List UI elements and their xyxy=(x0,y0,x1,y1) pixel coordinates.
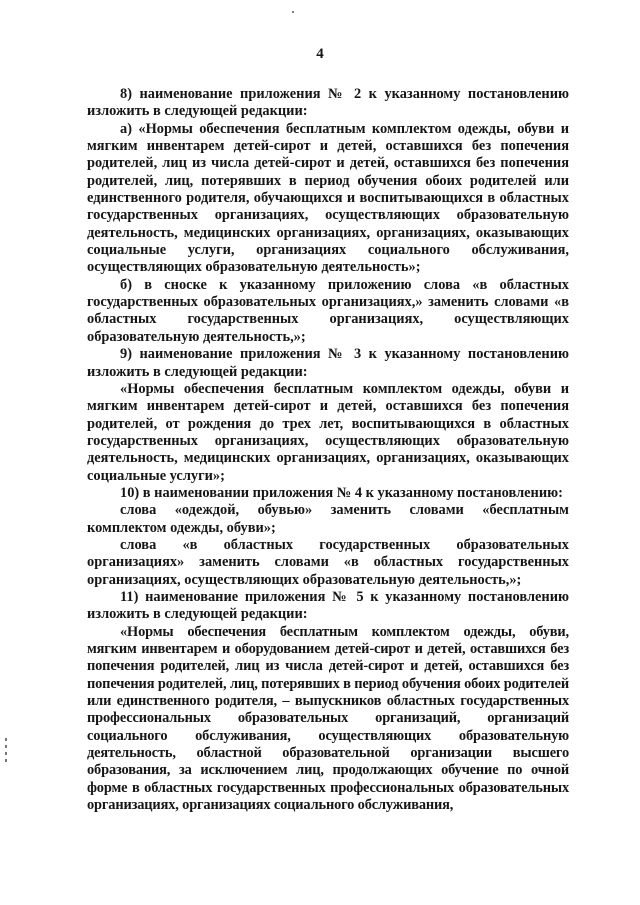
scan-edge-marks xyxy=(5,738,8,768)
document-body xyxy=(87,86,569,814)
paragraph-item-9-text: «Нормы обеспечения бесплатным комплектом одежды, обуви и мягким инвентарем детей-сирот и детей, оставшихся без попечения родителей, от рождения до трех лет, воспитывающихся в областных государственных организациях, осуществляющих образовательную деятельность, медицинских организациях, организациях, оказывающих социальные услуги»; xyxy=(87,380,569,484)
paragraph-item-8a: а) «Нормы обеспечения бесплатным комплектом одежды, обуви и мягким инвентарем детей-сирот и детей, оставшихся без попечения родителей, лиц из числа детей-сирот и детей, оставшихся без попечения родителей, лиц, потерявших в период обучения обоих родителей или единственного родителя, обучающихся и воспитывающихся в областных государственных организациях, осуществляющих образовательную деятельность, медицинских организациях, организациях, оказывающих социальные услуги, организациях социального обслуживания, осуществляющих образовательную деятельность»; xyxy=(87,120,569,276)
scan-edge-mark xyxy=(5,745,7,748)
scan-edge-mark xyxy=(5,752,7,755)
paragraph-item-11: 11) наименование приложения № 5 к указанному постановлению изложить в следующей редакции: xyxy=(87,588,569,623)
page-number: 4 xyxy=(316,46,324,62)
paragraph-item-8: 8) наименование приложения № 2 к указанному постановлению изложить в следующей редакции: xyxy=(87,86,569,120)
scan-edge-mark xyxy=(5,738,7,741)
paragraph-item-10: 10) в наименовании приложения № 4 к указанному постановлению: xyxy=(120,484,563,501)
paragraph-item-8b: б) в сноске к указанному приложению слова «в областных государственных образовательных организациях,» заменить словами «в областных государственных организациях, осуществляющих образовательную деятельность,»; xyxy=(87,276,569,345)
paragraph-item-10-b: слова «в областных государственных образовательных организациях» заменить словами «в областных государственных организациях, осуществляющих образовательную деятельность,»; xyxy=(87,536,569,588)
scan-speck xyxy=(292,11,294,13)
paragraph-item-9: 9) наименование приложения № 3 к указанному постановлению изложить в следующей редакции: xyxy=(87,346,569,380)
paragraph-item-11-text: «Нормы обеспечения бесплатным комплектом одежды, обуви, мягким инвентарем и оборудованием детей-сирот и детей, оставшихся без попечения родителей, лиц из числа детей-сирот и детей, оставшихся без попечения родителей, лиц, потерявших в период обучения обоих родителей или единственного родителя, – выпускников областных государственных профессиональных образовательных организаций, организаций социального обслуживания, осуществляющих образовательную деятельность, областной образовательной организации высшего образования, за исключением лиц, продолжающих обучение по очной форме в областных государственных профессиональных образовательных организациях, организациях социального обслуживания, xyxy=(87,623,569,814)
scan-edge-mark xyxy=(5,759,7,762)
paragraph-item-10-a: слова «одеждой, обувью» заменить словами «бесплатным комплектом одежды, обуви»; xyxy=(87,502,569,536)
